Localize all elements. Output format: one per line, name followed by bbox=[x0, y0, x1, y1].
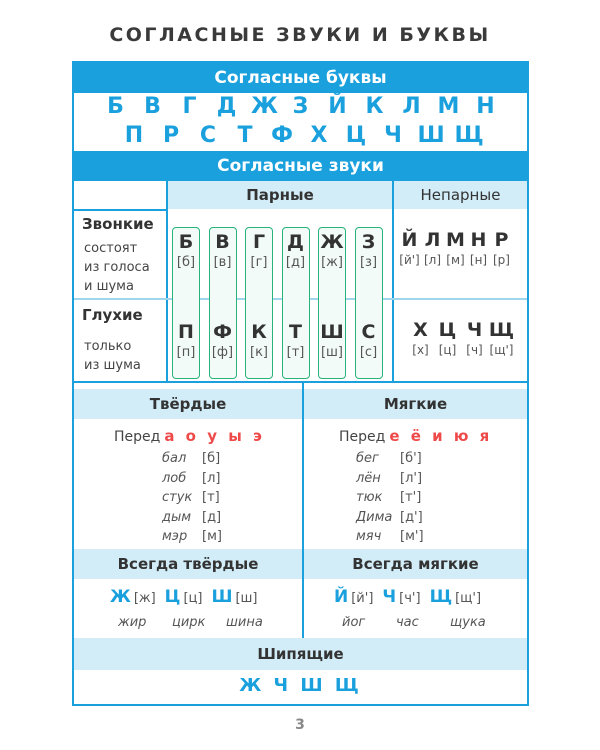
always-group bbox=[382, 587, 420, 607]
example-row bbox=[162, 449, 222, 469]
always-group bbox=[334, 587, 373, 607]
sound: [ч] bbox=[466, 343, 483, 357]
example-row bbox=[356, 449, 424, 469]
letters-row-1 bbox=[74, 94, 527, 119]
letter: Й bbox=[401, 229, 418, 251]
example-sound: [т'] bbox=[400, 490, 422, 505]
sound: [т] bbox=[286, 345, 305, 360]
always-letter: Ч bbox=[382, 587, 397, 607]
letter: Ф bbox=[213, 321, 232, 343]
consonant-letter: Д bbox=[216, 94, 237, 119]
always-word: жир bbox=[118, 615, 147, 630]
paired-voiced-cell bbox=[315, 231, 349, 270]
letter: Р bbox=[494, 229, 509, 251]
consonant-letter: К bbox=[365, 94, 384, 119]
letter: М bbox=[446, 229, 465, 251]
consonant-sounds-header: Согласные звуки bbox=[74, 151, 527, 181]
paired-voiceless-cell bbox=[206, 321, 240, 360]
always-hard-words bbox=[118, 615, 280, 630]
consonant-letter: М bbox=[437, 94, 460, 119]
letter: Ж bbox=[320, 231, 344, 253]
always-hard-header: Всегда твёрдые bbox=[74, 549, 302, 579]
letter: Ц bbox=[438, 319, 457, 341]
sound: [в] bbox=[213, 255, 232, 270]
example-word: дым bbox=[162, 509, 192, 525]
consonant-letter: Л bbox=[402, 94, 421, 119]
example-row bbox=[356, 488, 424, 508]
always-letter: Й bbox=[334, 587, 349, 607]
consonant-letter: Г bbox=[182, 94, 197, 119]
unpaired-voiced-cell bbox=[467, 229, 490, 267]
consonant-letter: Ц bbox=[345, 123, 367, 148]
example-sound: [б] bbox=[202, 451, 221, 466]
sound: [к] bbox=[250, 345, 268, 360]
example-sound: [м] bbox=[202, 529, 222, 544]
sibilants-letters: Ж Ч Ш Щ bbox=[239, 675, 362, 696]
sound: [ж] bbox=[321, 255, 343, 270]
example-word: стук bbox=[162, 490, 193, 505]
example-word: тюк bbox=[356, 490, 383, 505]
example-word: мэр bbox=[162, 529, 188, 544]
always-word: цирк bbox=[172, 615, 206, 630]
example-sound: [т] bbox=[202, 490, 220, 505]
always-letter: Ц bbox=[164, 587, 181, 607]
always-letter: Щ bbox=[429, 587, 453, 607]
example-sound: [м'] bbox=[400, 529, 424, 544]
consonant-letter: Щ bbox=[454, 123, 484, 148]
always-sound: [ц] bbox=[183, 591, 203, 606]
divider bbox=[74, 209, 168, 211]
always-group bbox=[165, 587, 203, 607]
sound: [м] bbox=[446, 253, 465, 267]
unpaired-header: Непарные bbox=[394, 181, 527, 209]
sound: [й'] bbox=[399, 253, 420, 267]
divider bbox=[74, 381, 527, 383]
page-number: 3 bbox=[295, 717, 305, 733]
letter: Л bbox=[424, 229, 441, 251]
sound: [р] bbox=[493, 253, 510, 267]
example-row bbox=[356, 469, 424, 489]
sound: [б] bbox=[176, 255, 196, 270]
divider bbox=[166, 181, 168, 383]
hard-before: Перед а о у ы э bbox=[114, 427, 265, 445]
example-word: бал bbox=[162, 451, 187, 466]
example-word: лоб bbox=[162, 470, 187, 486]
sibilants-header: Шипящие bbox=[74, 638, 527, 670]
paired-voiced-cell bbox=[206, 231, 240, 270]
consonant-letter: Ч bbox=[384, 123, 402, 148]
letter: Х bbox=[413, 319, 428, 341]
sound: [л] bbox=[423, 253, 442, 267]
sound: [щ'] bbox=[489, 343, 514, 357]
always-group bbox=[110, 587, 156, 607]
sound: [д] bbox=[285, 255, 306, 270]
consonant-letter: П bbox=[124, 123, 144, 148]
letter: Б bbox=[178, 231, 194, 253]
letter: П bbox=[178, 321, 194, 343]
voiceless-desc: только из шума bbox=[84, 339, 141, 373]
letter: Т bbox=[289, 321, 302, 343]
paired-voiced-cell bbox=[352, 231, 386, 270]
example-word: Дима bbox=[356, 509, 393, 525]
letter: Ч bbox=[466, 319, 483, 341]
voiceless-label: Глухие bbox=[82, 306, 143, 324]
example-row bbox=[162, 469, 222, 489]
example-sound: [л] bbox=[202, 470, 221, 486]
example-word: лён bbox=[356, 470, 381, 486]
sound: [г] bbox=[250, 255, 268, 270]
example-row bbox=[162, 488, 222, 508]
always-group bbox=[430, 587, 482, 607]
consonant-letter: В bbox=[144, 94, 161, 119]
consonant-letter: З bbox=[292, 94, 309, 119]
paired-voiceless-cell bbox=[169, 321, 203, 360]
letter: Ш bbox=[320, 321, 344, 343]
unpaired-voiced bbox=[398, 229, 513, 267]
sound: [с] bbox=[359, 345, 378, 360]
sound: [н] bbox=[469, 253, 488, 267]
voiced-label: Звонкие bbox=[82, 215, 154, 233]
sound: [х] bbox=[412, 343, 429, 357]
consonant-letter: Ф bbox=[271, 123, 293, 148]
consonant-letter: Р bbox=[162, 123, 180, 148]
paired-voiced-cell bbox=[279, 231, 313, 270]
letter: С bbox=[361, 321, 376, 343]
paired-voiceless-cell bbox=[352, 321, 386, 360]
letter: Н bbox=[470, 229, 487, 251]
unpaired-voiceless-cell bbox=[434, 319, 461, 357]
always-sound: [ж] bbox=[133, 591, 156, 606]
consonant-letter: Т bbox=[237, 123, 253, 148]
consonant-letter: Б bbox=[107, 94, 124, 119]
letter: Г bbox=[252, 231, 266, 253]
always-soft-letters bbox=[334, 587, 490, 607]
divider bbox=[392, 181, 394, 383]
always-sound: [й'] bbox=[351, 591, 374, 606]
example-sound: [л'] bbox=[400, 470, 423, 486]
paired-header: Парные bbox=[168, 181, 392, 209]
sound: [ф] bbox=[211, 345, 234, 360]
example-row bbox=[356, 508, 424, 528]
voiced-desc: состоят из голоса и шума bbox=[84, 241, 150, 294]
unpaired-voiced-cell bbox=[421, 229, 444, 267]
example-sound: [д'] bbox=[400, 509, 423, 525]
unpaired-voiced-cell bbox=[398, 229, 421, 267]
unpaired-voiceless-cell bbox=[488, 319, 515, 357]
unpaired-voiceless bbox=[407, 319, 515, 357]
always-hard-letters bbox=[110, 587, 267, 607]
always-word: шина bbox=[226, 615, 263, 630]
sound: [п] bbox=[176, 345, 196, 360]
example-row bbox=[356, 527, 424, 547]
consonant-letter: Н bbox=[476, 94, 495, 119]
hard-examples bbox=[162, 449, 222, 547]
soft-header: Мягкие bbox=[304, 389, 527, 419]
always-letter: Ш bbox=[211, 587, 233, 607]
paired-voiceless-cell bbox=[315, 321, 349, 360]
unpaired-voiced-cell bbox=[490, 229, 513, 267]
always-soft-words bbox=[342, 615, 504, 630]
example-sound: [б'] bbox=[400, 451, 422, 466]
example-word: бег bbox=[356, 451, 379, 466]
letter: Д bbox=[287, 231, 304, 253]
sound: [ш] bbox=[320, 345, 344, 360]
consonant-letter: Ш bbox=[417, 123, 445, 148]
always-sound: [ч'] bbox=[399, 591, 421, 606]
paired-voiced-cell bbox=[169, 231, 203, 270]
always-word: час bbox=[396, 615, 419, 630]
example-row bbox=[162, 527, 222, 547]
chart-card bbox=[72, 61, 529, 706]
hard-header: Твёрдые bbox=[74, 389, 302, 419]
always-soft-header: Всегда мягкие bbox=[304, 549, 527, 579]
sound: [ц] bbox=[438, 343, 457, 357]
example-sound: [д] bbox=[202, 509, 222, 525]
always-group bbox=[211, 587, 257, 607]
divider bbox=[302, 383, 304, 638]
letters-row-2 bbox=[74, 123, 527, 148]
always-sound: [щ'] bbox=[455, 591, 482, 606]
letter: З bbox=[361, 231, 376, 253]
example-word: мяч bbox=[356, 529, 382, 544]
sound: [з] bbox=[359, 255, 378, 270]
unpaired-voiced-cell bbox=[444, 229, 467, 267]
letter: В bbox=[215, 231, 230, 253]
paired-voiceless-cell bbox=[279, 321, 313, 360]
page-title: СОГЛАСНЫЕ ЗВУКИ И БУКВЫ bbox=[109, 24, 491, 46]
paired-voiceless-cell bbox=[242, 321, 276, 360]
always-word: йог bbox=[342, 615, 366, 630]
always-word: щука bbox=[450, 615, 486, 630]
letter: К bbox=[251, 321, 267, 343]
unpaired-voiceless-cell bbox=[461, 319, 488, 357]
soft-before: Перед е ё и ю я bbox=[339, 427, 493, 445]
always-sound: [ш] bbox=[235, 591, 258, 606]
letter: Щ bbox=[488, 319, 515, 341]
consonant-letter: Ж bbox=[251, 94, 278, 119]
consonant-letter: Х bbox=[310, 123, 328, 148]
unpaired-voiceless-cell bbox=[407, 319, 434, 357]
consonant-letter: Й bbox=[328, 94, 347, 119]
always-letter: Ж bbox=[110, 587, 131, 607]
consonant-letter: С bbox=[199, 123, 217, 148]
soft-examples bbox=[356, 449, 424, 547]
paired-voiced-cell bbox=[242, 231, 276, 270]
example-row bbox=[162, 508, 222, 528]
consonant-letters-header: Согласные буквы bbox=[74, 63, 527, 93]
